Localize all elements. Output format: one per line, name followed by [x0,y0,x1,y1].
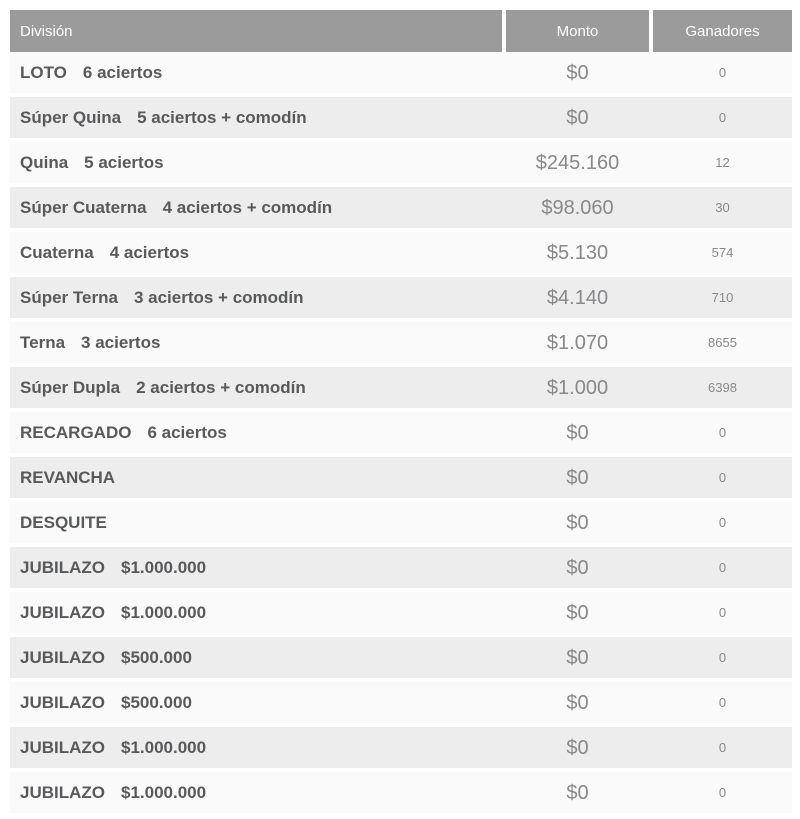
division-cell [10,772,502,813]
division-name: Súper Cuaterna [20,198,147,217]
division-cell [10,727,502,768]
monto-cell: $1.000 [546,376,609,399]
ganadores-cell: 0 [718,650,727,665]
division-detail: 3 aciertos + comodín [133,288,304,307]
division-cell [10,322,502,363]
table-row [10,52,792,93]
table-row [10,277,792,318]
division-detail: 3 aciertos [81,333,161,352]
division-detail: $500.000 [121,648,192,667]
monto-cell: $1.070 [546,331,609,354]
division-name: JUBILAZO [20,783,105,802]
table-row [10,457,792,498]
ganadores-cell: 710 [711,290,734,305]
table-row [10,367,792,408]
division-name: JUBILAZO [20,693,105,712]
monto-cell: $0 [566,466,589,489]
table-body [10,52,792,813]
division-detail: $1.000.000 [121,603,207,622]
table-row [10,187,792,228]
ganadores-cell: 574 [711,245,734,260]
monto-cell: $0 [566,106,589,129]
monto-cell: $0 [566,61,589,84]
division-detail: $500.000 [121,693,192,712]
division-cell [10,97,502,138]
division-detail: $1.000.000 [121,558,207,577]
table-row [10,502,792,543]
ganadores-cell: 30 [715,200,730,215]
division-detail: $1.000.000 [121,783,207,802]
division-detail: 6 aciertos [82,63,163,82]
monto-cell: $245.160 [535,151,620,174]
table-row [10,637,792,678]
monto-cell: $0 [566,781,589,804]
monto-cell: $0 [566,736,589,759]
monto-cell: $0 [566,691,589,714]
table-row [10,682,792,723]
table-header-row [10,10,792,52]
division-detail: $1.000.000 [121,738,207,757]
division-name: Súper Quina [20,108,122,127]
division-cell [10,637,502,678]
division-cell [10,367,502,408]
division-detail: 5 aciertos [84,153,164,172]
ganadores-cell: 6398 [708,380,737,395]
division-cell [10,547,502,588]
division-cell [10,232,502,273]
table-row [10,232,792,273]
monto-cell: $0 [566,646,589,669]
division-cell [10,277,502,318]
ganadores-cell: 0 [718,425,727,440]
division-cell [10,682,502,723]
column-header-ganadores: Ganadores [653,10,792,52]
division-name: JUBILAZO [20,648,105,667]
ganadores-cell: 0 [718,110,727,125]
table-row [10,547,792,588]
division-name: Cuaterna [20,243,94,262]
division-name: Quina [20,153,69,172]
monto-cell: $0 [566,511,589,534]
ganadores-cell: 0 [718,695,727,710]
column-header-division: División [10,10,502,52]
ganadores-cell: 8655 [708,335,737,350]
monto-cell: $4.140 [546,286,609,309]
table-row [10,322,792,363]
division-name: REVANCHA [20,468,116,487]
division-detail: 4 aciertos [109,243,190,262]
division-name: JUBILAZO [20,558,105,577]
table-row [10,727,792,768]
division-name: JUBILAZO [20,603,105,622]
monto-cell: $0 [566,556,589,579]
table-row [10,412,792,453]
division-cell [10,502,502,543]
division-name: Súper Dupla [20,378,121,397]
division-name: DESQUITE [20,513,107,532]
division-detail: 2 aciertos + comodín [136,378,306,397]
ganadores-cell: 0 [718,785,727,800]
column-header-monto: Monto [506,10,649,52]
ganadores-cell: 12 [715,155,730,170]
division-cell [10,457,502,498]
division-name: LOTO [20,63,67,82]
prize-divisions-table [10,10,792,813]
ganadores-cell: 0 [718,65,727,80]
division-detail: 5 aciertos + comodín [137,108,307,127]
monto-cell: $0 [566,421,589,444]
division-cell [10,412,502,453]
division-cell [10,187,502,228]
table-row [10,592,792,633]
table-row [10,772,792,813]
division-name: Súper Terna [20,288,118,307]
division-detail: 6 aciertos [147,423,227,442]
division-cell [10,52,502,93]
ganadores-cell: 0 [718,605,727,620]
table-row [10,142,792,183]
division-cell [10,592,502,633]
monto-cell: $98.060 [541,196,614,219]
division-name: RECARGADO [20,423,132,442]
ganadores-cell: 0 [718,515,727,530]
division-cell [10,142,502,183]
ganadores-cell: 0 [718,740,727,755]
division-name: JUBILAZO [20,738,105,757]
ganadores-cell: 0 [718,560,727,575]
ganadores-cell: 0 [718,470,727,485]
monto-cell: $0 [566,601,589,624]
division-name: Terna [20,333,66,352]
division-detail: 4 aciertos + comodín [162,198,333,217]
table-row [10,97,792,138]
monto-cell: $5.130 [546,241,609,264]
